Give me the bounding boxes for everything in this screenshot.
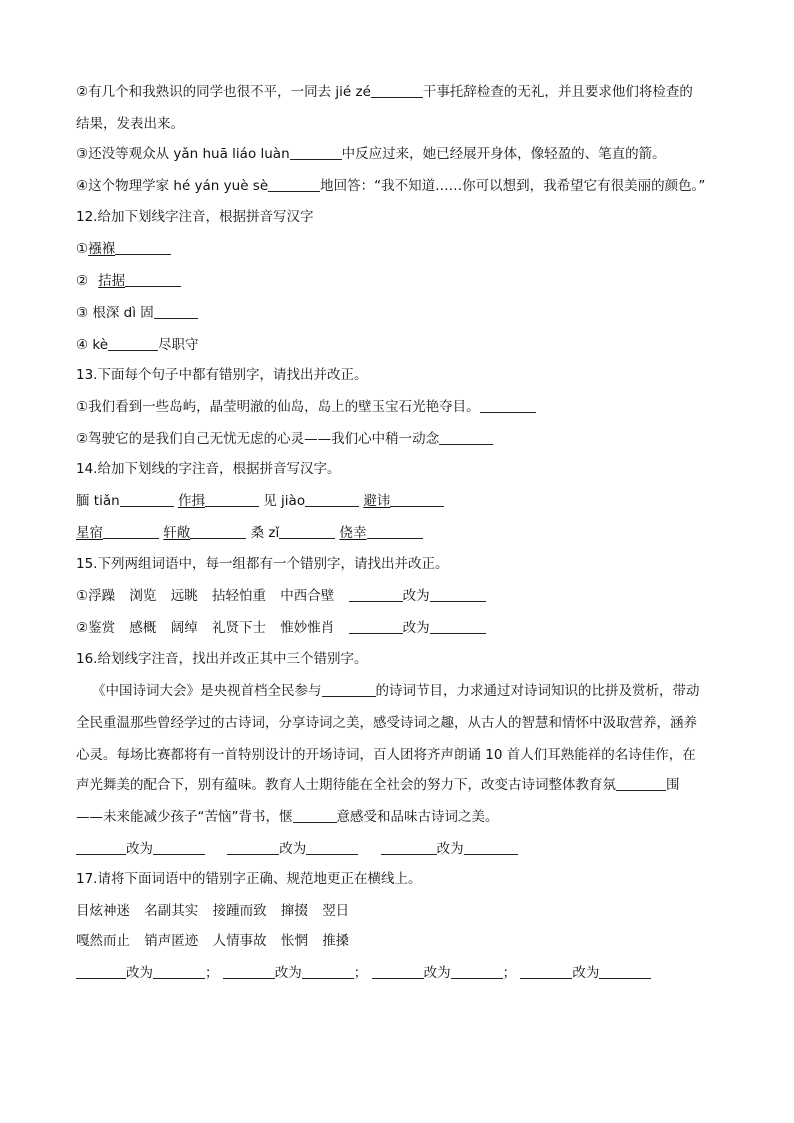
answer-blank[interactable] — [349, 619, 403, 634]
q14-row-1 — [76, 492, 444, 510]
q17-row-2 — [76, 932, 349, 950]
text: ③还没等观众从 yǎn huā liáo luàn — [76, 146, 290, 162]
word: 轩敞 — [163, 525, 191, 541]
q15-title: 15.下列两组词语中，每一组都有一个错别字，请找出并改正。 — [76, 556, 449, 572]
word: 撺掇 — [280, 903, 308, 919]
text: 中反应过来，她已经展开身体，像轻盈的、笔直的箭。 — [341, 146, 666, 162]
answer-blank[interactable] — [223, 964, 275, 979]
q13-item-1 — [76, 398, 536, 416]
change-label: 改为 — [126, 965, 153, 981]
q13-item-2 — [76, 430, 493, 448]
word: 名副其实 — [144, 903, 199, 919]
word: ①浮躁 — [76, 588, 116, 604]
answer-blank[interactable] — [372, 964, 424, 979]
answer-blank[interactable] — [115, 240, 171, 255]
underlined-word: 襁褓 — [88, 241, 116, 257]
answer-blank[interactable] — [290, 145, 342, 160]
answer-blank[interactable] — [349, 587, 403, 602]
word: 侥幸 — [339, 525, 367, 541]
word: 嘎然而止 — [76, 933, 130, 949]
change-label: 改为 — [402, 588, 430, 604]
answer-blank[interactable] — [268, 177, 320, 192]
word: 中西合壁 — [280, 588, 335, 604]
answer-blank[interactable] — [430, 619, 486, 634]
answer-blank[interactable] — [108, 336, 158, 351]
answer-blank[interactable] — [205, 492, 259, 507]
word: 推搡 — [322, 933, 350, 949]
word: 销声匿迹 — [144, 933, 199, 949]
answer-blank[interactable] — [439, 430, 493, 445]
text: 声光舞美的配合下，别有蕴味。教育人士期待能在全社会的努力下，改变古诗词整体教育氛 — [76, 777, 616, 793]
q17-title: 17.请将下面词语中的错别字正确、规范地更正在横线上。 — [76, 871, 422, 887]
answer-blank[interactable] — [322, 682, 376, 697]
word: 礼贤下士 — [212, 620, 266, 636]
change-label: 改为 — [279, 841, 307, 857]
answer-blank[interactable] — [464, 840, 518, 855]
answer-blank[interactable] — [153, 840, 205, 855]
answer-blank[interactable] — [76, 964, 126, 979]
text: ③ 根深 dì 固 — [76, 305, 154, 321]
answer-blank[interactable] — [279, 524, 335, 539]
word: 见 jiào — [263, 493, 306, 509]
word: 远眺 — [170, 588, 198, 604]
word: 避讳 — [363, 493, 391, 509]
separator: ； — [353, 965, 368, 981]
word: ②鉴赏 — [76, 620, 116, 636]
separator: ； — [205, 965, 219, 981]
q16-para-line1 — [92, 682, 700, 700]
word: 感概 — [129, 620, 157, 636]
text: ②驾驶它的是我们自己无忧无虑的心灵——我们心中稍一动念 — [76, 431, 440, 447]
word: 人情事故 — [212, 933, 267, 949]
text: 的诗词节目，力求通过对诗词知识的比拼及赏析，带动 — [375, 683, 700, 699]
answer-blank[interactable] — [599, 964, 651, 979]
item-number: ① — [76, 241, 89, 257]
answer-blank[interactable] — [125, 272, 181, 287]
text: ④这个物理学家 hé yán yuè sè — [76, 178, 269, 194]
answer-blank[interactable] — [367, 524, 423, 539]
text: 围 — [666, 777, 680, 793]
answer-blank[interactable] — [305, 492, 359, 507]
word: 桑 zǐ — [250, 525, 280, 541]
q12-item-4 — [76, 336, 199, 354]
change-label: 改为 — [572, 965, 600, 981]
text: ①我们看到一些岛屿，晶莹明澈的仙岛，岛上的壁玉宝石光艳夺目。 — [76, 399, 480, 415]
text: 尽职守 — [158, 337, 199, 353]
text: ④ kè — [76, 337, 109, 353]
change-label: 改为 — [126, 841, 153, 857]
change-label: 改为 — [436, 841, 464, 857]
q12-item-1 — [76, 240, 171, 258]
answer-blank[interactable] — [154, 304, 198, 319]
answer-blank[interactable] — [227, 840, 279, 855]
text: 意感受和品味古诗词之美。 — [336, 809, 499, 825]
answer-blank[interactable] — [153, 964, 205, 979]
word: 惟妙惟肖 — [280, 620, 335, 636]
change-label: 改为 — [423, 965, 451, 981]
word: 目炫神迷 — [76, 903, 130, 919]
answer-blank[interactable] — [306, 840, 358, 855]
change-label: 改为 — [274, 965, 302, 981]
answer-blank[interactable] — [430, 587, 486, 602]
q16-para-line5 — [76, 808, 499, 826]
word: 腼 tiǎn — [76, 493, 120, 509]
q12-title: 12.给加下划线字注音，根据拼音写汉字 — [76, 209, 314, 225]
q11-item-3 — [76, 145, 666, 163]
q15-row-2 — [76, 619, 486, 637]
answer-blank[interactable] — [616, 776, 666, 791]
q15-row-1 — [76, 587, 486, 605]
word: 怅惘 — [280, 933, 308, 949]
q16-para-line2: 全民重温那些曾经学过的古诗词，分享诗词之美，感受诗词之趣，从古人的智慧和情怀中汲取营养，涵养 — [76, 715, 697, 731]
word: 接踵而致 — [212, 903, 267, 919]
answer-blank[interactable] — [76, 840, 126, 855]
answer-blank[interactable] — [381, 840, 437, 855]
answer-blank[interactable] — [120, 492, 174, 507]
word: 翌日 — [322, 903, 350, 919]
answer-blank[interactable] — [480, 398, 536, 413]
separator: ； — [502, 965, 517, 981]
q16-para-line4 — [76, 776, 680, 794]
q14-row-2 — [76, 524, 423, 542]
q16-para-line3: 心灵。每场比赛都将有一首特别设计的开场诗词，百人团将齐声朗诵 10 首人们耳熟能祥的名诗佳作，在 — [76, 747, 696, 763]
answer-blank[interactable] — [293, 808, 337, 823]
word: 浏览 — [129, 588, 157, 604]
q17-row-1 — [76, 902, 349, 920]
q12-item-2 — [76, 272, 181, 290]
change-label: 改为 — [402, 620, 430, 636]
text: 地回答：“我不知道……你可以想到，我希望它有很美丽的颜色。” — [320, 178, 706, 194]
word: 拈轻怕重 — [212, 588, 266, 604]
answer-blank[interactable] — [520, 964, 572, 979]
q12-item-3 — [76, 304, 198, 322]
q11-item-4 — [76, 177, 705, 195]
q13-title: 13.下面每个句子中都有错别字，请找出并改正。 — [76, 367, 368, 383]
q16-answer-row — [76, 840, 518, 858]
answer-blank[interactable] — [371, 83, 423, 98]
text: 结果，发表出来。 — [76, 116, 184, 132]
answer-blank[interactable] — [390, 492, 444, 507]
q17-answer-row — [76, 964, 651, 982]
text: ②有几个和我熟识的同学也很不平，一同去 jié zé — [76, 84, 371, 100]
text: ——未来能减少孩子“苦恼”背书，惬 — [76, 809, 293, 825]
word: 阔绰 — [170, 620, 198, 636]
text: 《中国诗词大会》是央视首档全民参与 — [92, 683, 322, 699]
q11-item-2-line2 — [76, 115, 184, 133]
word: 星宿 — [76, 525, 103, 541]
q11-item-2-line1 — [76, 83, 693, 101]
q16-title: 16.给划线字注音，找出并改正其中三个错别字。 — [76, 651, 368, 667]
answer-blank[interactable] — [451, 964, 503, 979]
q14-title: 14.给加下划线的字注音，根据拼音写汉字。 — [76, 461, 341, 477]
answer-blank[interactable] — [103, 524, 159, 539]
item-number: ② — [76, 273, 89, 289]
underlined-word: 拮据 — [98, 273, 126, 289]
word: 作揖 — [177, 493, 205, 509]
answer-blank[interactable] — [190, 524, 246, 539]
text: 干事托辞检查的无礼，并且要求他们将检查的 — [422, 84, 693, 100]
answer-blank[interactable] — [302, 964, 354, 979]
